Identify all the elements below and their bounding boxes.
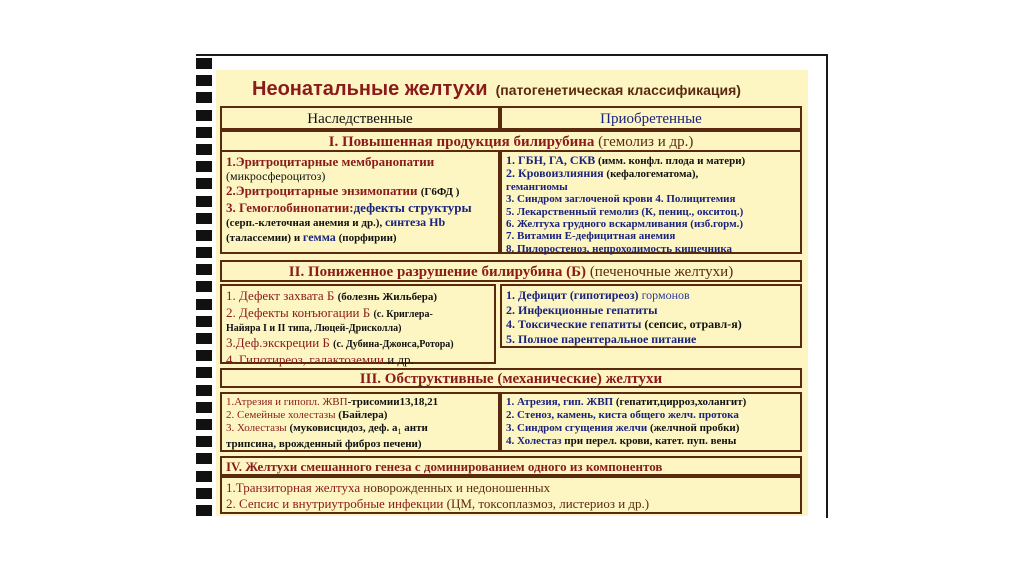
column-header-hereditary: Наследственные	[220, 106, 500, 130]
column-header-acquired: Приобретенные	[500, 106, 802, 130]
section-2-title: II. Пониженное разрушение билирубина (Б) (печеночные желтухи)	[220, 260, 802, 282]
section-2-hereditary: 1. Дефект захвата Б (болезнь Жильбера) 2. Дефекты конъюгации Б (с. Криглера- Найяра I и II типа, Люцей-Дрисколла) 3.Деф.экскреции Б (с. Дубина-Джонса,Ротора) 4. Гипотиреоз, галактоземии и др.	[220, 284, 496, 364]
section-1-hereditary: 1.Эритроцитарные мембранопатии (микросфероцитоз) 2.Эритроцитарные энзимопатии (Г6ФД ) 3. Гемоглобинопатии:дефекты структуры (серп.-клеточная анемия и др.), синтеза Hb (талассемии) и гемма (порфирии)	[220, 150, 500, 254]
section-3-title: III. Обструктивные (механические) желтухи	[220, 368, 802, 388]
classification-slide	[216, 70, 808, 516]
section-4-content: 1.Транзиторная желтуха новорожденных и недоношенных 2. Сепсис и внутриутробные инфекции (ЦМ, токсоплазмоз, листериоз и др.)	[220, 476, 802, 514]
section-1-title: I. Повышенная продукция билирубина (гемолиз и др.)	[220, 130, 802, 152]
slide-title	[252, 78, 812, 102]
section-1-acquired: 1. ГБН, ГА, СКВ (имм. конфл. плода и матери) 2. Кровоизлияния (кефалогематома), гемангиомы 3. Синдром заглоченой крови 4. Полицитемия 5. Лекарственный гемолиз (К, пениц., окситоц.) 6. Желтуха грудного вскармливания (изб.горм.) 7. Витамин Е-дефицитная анемия 8. Пилоростеноз, непроходимость кишечника	[500, 150, 802, 254]
section-2-acquired: 1. Дефицит (гипотиреоз) гормонов 2. Инфекционные гепатиты 4. Токсические гепатиты (сепсис, отравл-я) 5. Полное парентеральное питание	[500, 284, 802, 348]
title-main: Неонатальные желтухи	[252, 78, 488, 100]
title-subtitle: (патогенетическая классификация)	[495, 82, 741, 98]
section-4-title: IV. Желтухи смешанного генеза с доминированием одного из компонентов	[220, 456, 802, 476]
spiral-binding	[196, 58, 212, 516]
section-3-hereditary: 1.Атрезия и гипопл. ЖВП-трисомии13,18,21 2. Семейные холестазы (Байлера) 3. Холестазы (муковисцидоз, деф. $а_1$ анти трипсина, врожденный фиброз печени)	[220, 392, 500, 452]
section-3-acquired: 1. Атрезия, гип. ЖВП (гепатит,цирроз,холангит) 2. Стеноз, камень, киста общего желч. протока 3. Синдром сгущения желчи (желчной пробки) 4. Холестаз при перел. крови, катет. пуп. вены	[500, 392, 802, 452]
